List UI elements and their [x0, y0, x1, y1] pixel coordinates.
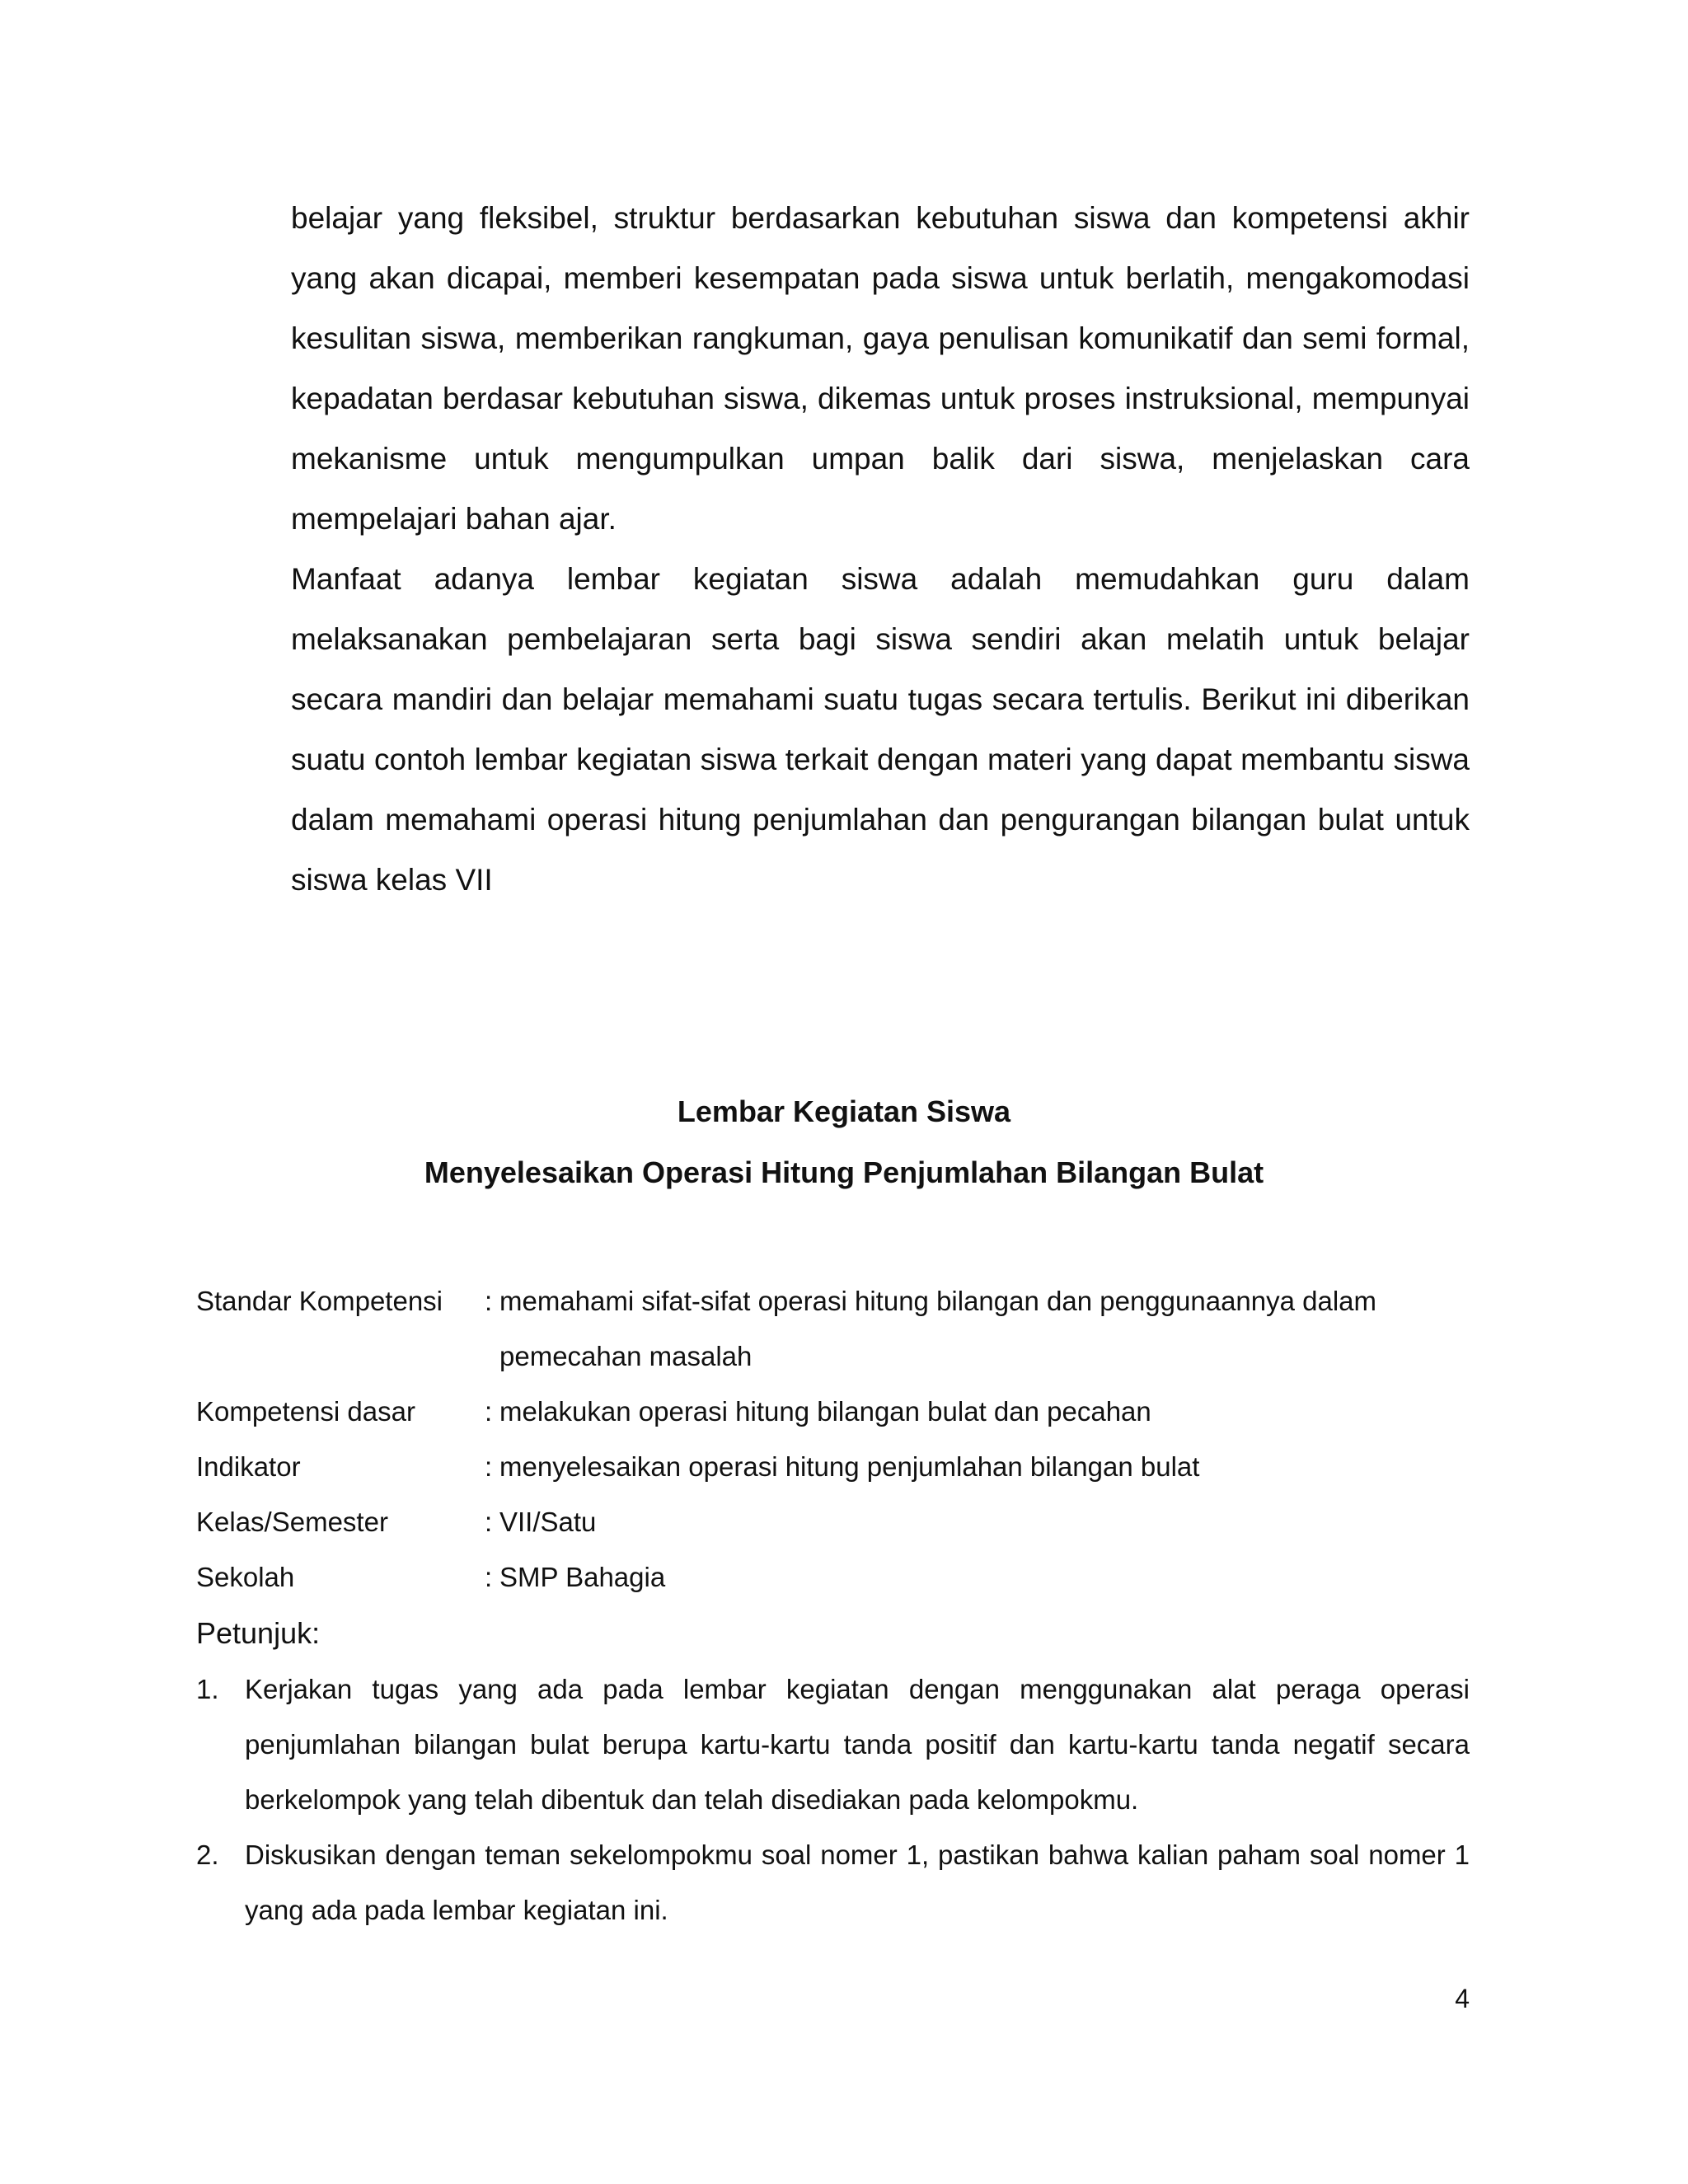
meta-row-standar-kompetensi — [196, 1273, 1470, 1384]
meta-label: Indikator — [196, 1451, 301, 1482]
instruction-number: 2. — [196, 1840, 219, 1870]
meta-value: VII/Satu — [499, 1507, 597, 1537]
intro-text — [291, 188, 1470, 910]
worksheet-subtitle: Menyelesaikan Operasi Hitung Penjumlahan Bilangan Bulat — [424, 1155, 1264, 1189]
instruction-item-2 — [196, 1827, 1470, 1938]
meta-value: menyelesaikan operasi hitung penjumlahan bilangan bulat — [499, 1451, 1200, 1482]
meta-value-wrap — [485, 1273, 1470, 1384]
meta-colon: : — [485, 1507, 493, 1537]
meta-value-wrap — [485, 1439, 1470, 1494]
instruction-item-1 — [196, 1661, 1470, 1827]
page-number: 4 — [1455, 1984, 1470, 2013]
meta-colon: : — [485, 1396, 493, 1427]
meta-colon: : — [485, 1562, 493, 1592]
meta-value: SMP Bahagia — [499, 1562, 666, 1592]
instruction-number: 1. — [196, 1674, 219, 1704]
meta-colon: : — [485, 1286, 493, 1316]
meta-label: Standar Kompetensi — [196, 1286, 443, 1316]
instruction-text: Kerjakan tugas yang ada pada lembar kegiatan dengan menggunakan alat peraga operasi penjumlahan bilangan bulat berupa kartu-kartu tanda positif dan kartu-kartu tanda negatif secara berkelompok yang telah dibentuk dan telah disediakan pada kelompokmu. — [245, 1674, 1470, 1815]
worksheet-heading — [0, 1081, 1688, 1203]
meta-value: melakukan operasi hitung bilangan bulat dan pecahan — [499, 1396, 1151, 1427]
meta-row-sekolah — [196, 1549, 1470, 1605]
meta-row-kelas-semester — [196, 1494, 1470, 1549]
meta-row-kompetensi-dasar — [196, 1384, 1470, 1439]
instruction-text: Diskusikan dengan teman sekelompokmu soal nomer 1, pastikan bahwa kalian paham soal nomer 1 yang ada pada lembar kegiatan ini. — [245, 1840, 1470, 1925]
worksheet-title: Lembar Kegiatan Siswa — [677, 1094, 1011, 1128]
instruction-list — [196, 1661, 1470, 1938]
meta-value-wrap — [485, 1549, 1470, 1605]
petunjuk-heading: Petunjuk: — [196, 1616, 321, 1650]
meta-label: Kompetensi dasar — [196, 1396, 415, 1427]
meta-label: Kelas/Semester — [196, 1507, 388, 1537]
paragraph-2: Manfaat adanya lembar kegiatan siswa adalah memudahkan guru dalam melaksanakan pembelajaran serta bagi siswa sendiri akan melatih untuk belajar secara mandiri dan belajar memahami suatu tugas secara tertulis. Berikut ini diberikan suatu contoh lembar kegiatan siswa terkait dengan materi yang dapat membantu siswa dalam memahami operasi hitung penjumlahan dan pengurangan bilangan bulat untuk siswa kelas VII — [291, 562, 1470, 897]
meta-row-indikator — [196, 1439, 1470, 1494]
meta-value: memahami sifat-sifat operasi hitung bilangan dan penggunaannya dalam pemecahan masalah — [499, 1286, 1377, 1371]
meta-label: Sekolah — [196, 1562, 295, 1592]
meta-value-wrap — [485, 1494, 1470, 1549]
meta-value-wrap — [485, 1384, 1470, 1439]
meta-colon: : — [485, 1451, 493, 1482]
paragraph-1: belajar yang fleksibel, struktur berdasarkan kebutuhan siswa dan kompetensi akhir yang akan dicapai, memberi kesempatan pada siswa untuk berlatih, mengakomodasi kesulitan siswa, memberikan rangkuman, gaya penulisan komunikatif dan semi formal, kepadatan berdasar kebutuhan siswa, dikemas untuk proses instruksional, mempunyai mekanisme untuk mengumpulkan umpan balik dari siswa, menjelaskan cara mempelajari bahan ajar. — [291, 201, 1470, 536]
worksheet-meta — [196, 1273, 1470, 1605]
